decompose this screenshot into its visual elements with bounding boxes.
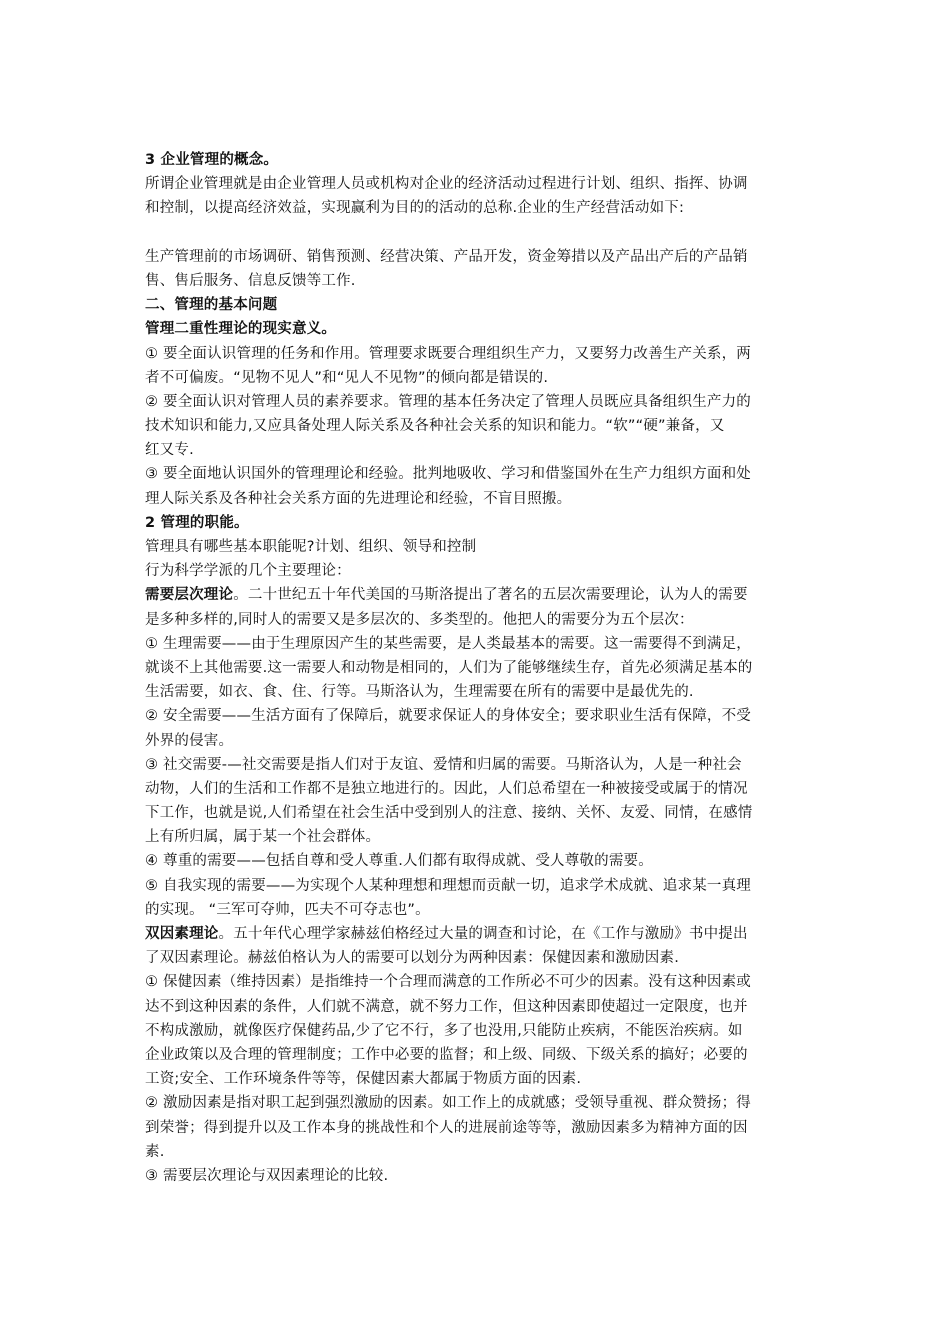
paragraph-line: 达不到这种因素的条件，人们就不满意，就不努力工作，但这种因素即使超过一定限度，也并 bbox=[145, 998, 748, 1015]
theory-name: 需要层次理论 bbox=[145, 587, 234, 604]
paragraph-text: 。五十年代心理学家赫兹伯格经过大量的调查和讨论，在《工作与激励》书中提出 bbox=[218, 926, 748, 942]
paragraph-line: 红又专. bbox=[145, 442, 194, 459]
paragraph-text: 。二十世纪五十年代美国的马斯洛提出了著名的五层次需要理论，认为人的需要 bbox=[233, 587, 748, 604]
paragraph-line: 到荣誉；得到提升以及工作本身的挑战性和个人的进展前途等等，激励因素多为精神方面的因 bbox=[145, 1119, 748, 1136]
paragraph-line: 素. bbox=[145, 1143, 165, 1160]
paragraph-line: ① 保健因素（维持因素）是指维持一个合理而满意的工作所必不可少的因素。没有这种因素或 bbox=[145, 974, 752, 991]
paragraph-line: 下工作，也就是说,人们希望在社会生活中受到别人的注意、接纳、关怀、友爱、同情，在感情 bbox=[145, 805, 753, 822]
paragraph-line: 了双因素理论。赫兹伯格认为人的需要可以划分为两种因素：保健因素和激励因素. bbox=[145, 950, 680, 967]
theory-name: 双因素理论 bbox=[145, 926, 219, 942]
paragraph-line: 上有所归属，属于某一个社会群体。 bbox=[145, 829, 381, 846]
paragraph-line: 不构成激励，就像医疗保健药品,少了它不行，多了也没用,只能防止疾病，不能医治疾病。如 bbox=[145, 1022, 743, 1039]
paragraph-line: ④ 尊重的需要——包括自尊和受人尊重.人们都有取得成就、受人尊敬的需要。 bbox=[145, 853, 653, 870]
section-heading: 2 管理的职能。 bbox=[145, 514, 249, 531]
paragraph-line: ③ 社交需要-—社交需要是指人们对于友谊、爱情和归属的需要。马斯洛认为，人是一种社会 bbox=[145, 756, 742, 773]
paragraph-line: 外界的侵害。 bbox=[145, 732, 234, 749]
paragraph-line: ③ 需要层次理论与双因素理论的比较. bbox=[145, 1167, 389, 1184]
paragraph-line: 技术知识和能力,又应具备处理人际关系及各种社会关系的知识和能力。“软”“硬”兼备，又 bbox=[145, 418, 725, 435]
paragraph-line: 售、售后服务、信息反馈等工作. bbox=[145, 272, 356, 289]
paragraph-line: ⑤ 自我实现的需要——为实现个人某种理想和理想而贡献一切，追求学术成就、追求某一真理 bbox=[145, 877, 752, 894]
paragraph-line: ① 生理需要——由于生理原因产生的某些需要，是人类最基本的需要。这一需要得不到满足， bbox=[145, 635, 752, 652]
paragraph-line: ② 激励因素是指对职工起到强烈激励的因素。如工作上的成就感；受领导重视、群众赞扬；得 bbox=[145, 1095, 752, 1112]
paragraph-line: 动物，人们的生活和工作都不是独立地进行的。因此，人们总希望在一种被接受或属于的情况 bbox=[145, 780, 748, 797]
paragraph-line: 和控制，以提高经济效益，实现赢利为目的的活动的总称.企业的生产经营活动如下: bbox=[145, 200, 685, 217]
document-page bbox=[145, 148, 809, 1188]
section-heading: 二、管理的基本问题 bbox=[145, 297, 278, 314]
section-heading: 管理二重性理论的现实意义。 bbox=[145, 321, 337, 338]
paragraph-line: 企业政策以及合理的管理制度；工作中必要的监督；和上级、同级、下级关系的搞好；必要的 bbox=[145, 1046, 748, 1063]
paragraph-line: ③ 要全面地认识国外的管理理论和经验。批判地吸收、学习和借鉴国外在生产力组织方面和处 bbox=[145, 466, 752, 483]
paragraph-line: 工资;安全、工作环境条件等等，保健因素大都属于物质方面的因素. bbox=[145, 1071, 582, 1088]
paragraph-line: ② 安全需要——生活方面有了保障后，就要求保证人的身体安全；要求职业生活有保障，不受 bbox=[145, 708, 752, 725]
paragraph-line: 生活需要，如衣、食、住、行等。马斯洛认为，生理需要在所有的需要中是最优先的. bbox=[145, 684, 694, 701]
paragraph-line: 行为科学学派的几个主要理论： bbox=[145, 563, 351, 580]
paragraph-line: 理人际关系及各种社会关系方面的先进理论和经验，不盲目照搬。 bbox=[145, 490, 572, 507]
paragraph-line: 所谓企业管理就是由企业管理人员或机构对企业的经济活动过程进行计划、组织、指挥、协调 bbox=[145, 176, 748, 193]
section-heading: 3 企业管理的概念。 bbox=[145, 152, 279, 168]
paragraph-line: 者不可偏废。“见物不见人”和“见人不见物”的倾向都是错误的. bbox=[145, 369, 549, 386]
paragraph-line bbox=[145, 922, 809, 946]
paragraph-line: 就谈不上其他需要.这一需要人和动物是相同的，人们为了能够继续生存，首先必须满足基本的 bbox=[145, 659, 753, 676]
blank-line bbox=[145, 221, 809, 245]
paragraph-line: ① 要全面认识管理的任务和作用。管理要求既要合理组织生产力，又要努力改善生产关系，两 bbox=[145, 345, 752, 362]
paragraph-line bbox=[145, 583, 809, 607]
paragraph-line: 管理具有哪些基本职能呢?计划、组织、领导和控制 bbox=[145, 539, 477, 555]
paragraph-line: 是多种多样的,同时人的需要又是多层次的、多类型的。他把人的需要分为五个层次： bbox=[145, 611, 694, 628]
paragraph-line: ② 要全面认识对管理人员的素养要求。管理的基本任务决定了管理人员既应具备组织生产力的 bbox=[145, 393, 752, 410]
paragraph-line: 生产管理前的市场调研、销售预测、经营决策、产品开发，资金筹措以及产品出产后的产品销 bbox=[145, 248, 748, 265]
paragraph-line: 的实现。 “三军可夺帅，匹夫不可夺志也”。 bbox=[145, 901, 430, 918]
